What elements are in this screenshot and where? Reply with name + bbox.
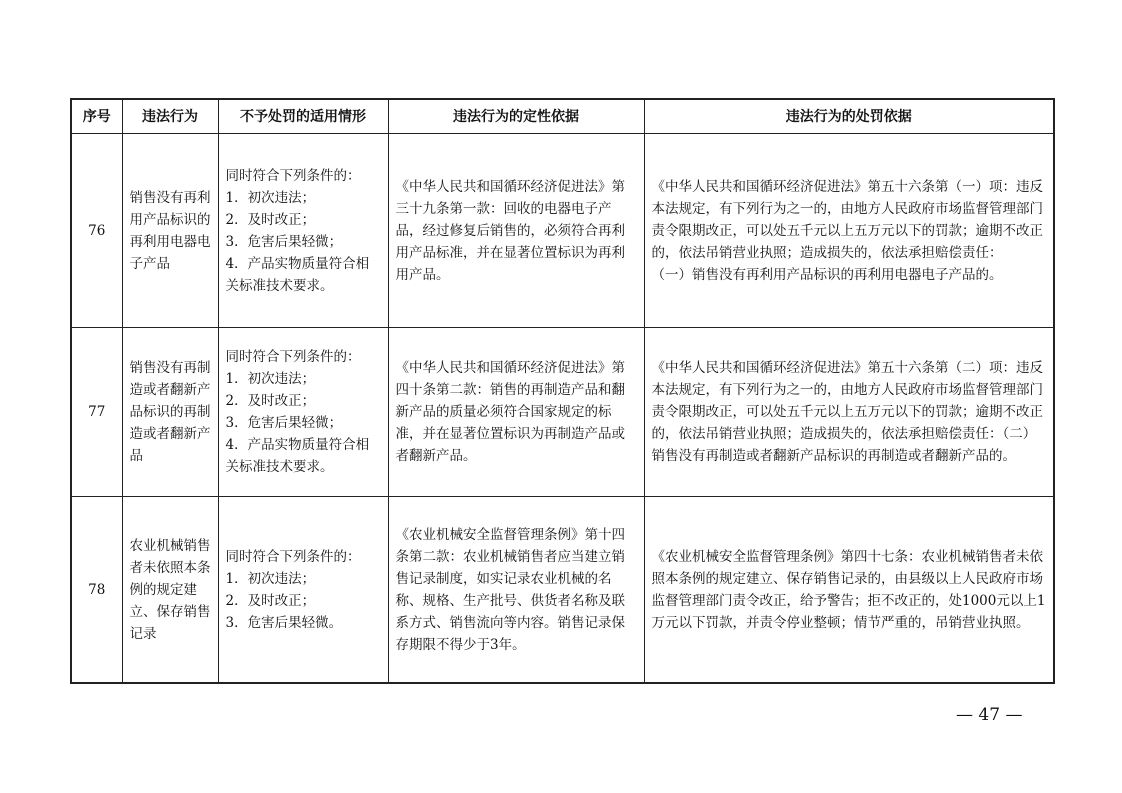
violation-cell: 销售没有再制造或者翻新产品标识的再制造或者翻新产品	[122, 328, 218, 497]
violation-cell: 销售没有再利用产品标识的再利用电器电子产品	[122, 134, 218, 328]
legal-basis-cell: 《中华人民共和国循环经济促进法》第三十九条第一款：回收的电器电子产品，经过修复后销售的，必须符合再利用产品标准，并在显著位置标识为再利用产品。	[388, 134, 644, 328]
legal-basis-cell: 《中华人民共和国循环经济促进法》第四十条第二款：销售的再制造产品和翻新产品的质量必须符合国家规定的标准，并在显著位置标识为再制造产品或者翻新产品。	[388, 328, 644, 497]
header-serial-no: 序号	[71, 99, 122, 134]
table-row	[71, 497, 1054, 684]
penalty-basis-cell: 《中华人民共和国循环经济促进法》第五十六条第（一）项：违反本法规定，有下列行为之一的，由地方人民政府市场监督管理部门责令限期改正，可以处五千元以上五万元以下的罚款；逾期不改正的，依法吊销营业执照；造成损失的，依法承担赔偿责任： （一）销售没有再利用产品标识的再利用电器电子产品的。	[644, 134, 1054, 328]
table-header-row	[71, 99, 1054, 134]
header-legal-basis: 违法行为的定性依据	[388, 99, 644, 134]
table-row	[71, 328, 1054, 497]
serial-no: 78	[71, 497, 122, 684]
exemption-conditions-cell: 同时符合下列条件的： 1．初次违法； 2．及时改正； 3．危害后果轻微； 4．产品实物质量符合相关标准技术要求。	[218, 328, 388, 497]
page-number: — 47 —	[956, 705, 1023, 725]
legal-basis-cell: 《农业机械安全监督管理条例》第十四条第二款：农业机械销售者应当建立销售记录制度，如实记录农业机械的名称、规格、生产批号、供货者名称及联系方式、销售流向等内容。销售记录保存期限不得少于3年。	[388, 497, 644, 684]
header-exemption-conditions: 不予处罚的适用情形	[218, 99, 388, 134]
header-violation: 违法行为	[122, 99, 218, 134]
exemption-conditions-cell: 同时符合下列条件的： 1．初次违法； 2．及时改正； 3．危害后果轻微。	[218, 497, 388, 684]
header-penalty-basis: 违法行为的处罚依据	[644, 99, 1054, 134]
serial-no: 77	[71, 328, 122, 497]
serial-no: 76	[71, 134, 122, 328]
violation-cell: 农业机械销售者未依照本条例的规定建立、保存销售记录	[122, 497, 218, 684]
penalty-basis-cell: 《中华人民共和国循环经济促进法》第五十六条第（二）项：违反本法规定，有下列行为之一的，由地方人民政府市场监督管理部门责令限期改正，可以处五千元以上五万元以下的罚款；逾期不改正的，依法吊销营业执照；造成损失的，依法承担赔偿责任：（二）销售没有再制造或者翻新产品标识的再制造或者翻新产品的。	[644, 328, 1054, 497]
exemption-conditions-cell: 同时符合下列条件的： 1．初次违法； 2．及时改正； 3．危害后果轻微； 4．产品实物质量符合相关标准技术要求。	[218, 134, 388, 328]
regulation-table	[70, 98, 1055, 684]
penalty-basis-cell: 《农业机械安全监督管理条例》第四十七条：农业机械销售者未依照本条例的规定建立、保存销售记录的，由县级以上人民政府市场监督管理部门责令改正，给予警告；拒不改正的，处1000元以上1万元以下罚款，并责令停业整顿；情节严重的，吊销营业执照。	[644, 497, 1054, 684]
table-row	[71, 134, 1054, 328]
